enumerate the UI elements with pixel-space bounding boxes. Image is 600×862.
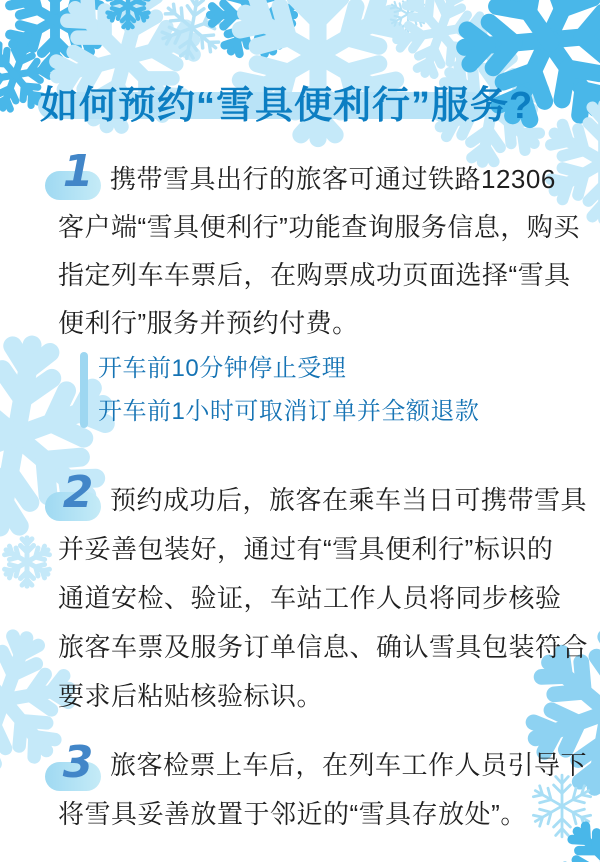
step-2-text-line: 旅客车票及服务订单信息、确认雪具包装符合 [58, 632, 589, 662]
step-1-number: 1 [62, 146, 94, 197]
step-1-text-line: 客户端“雪具便利行”功能查询服务信息，购买 [58, 212, 580, 242]
step-2-text-line: 并妥善包装好，通过有“雪具便利行”标识的 [58, 534, 554, 564]
step-1-text-line: 携带雪具出行的旅客可通过铁路12306 [110, 164, 556, 194]
note-text-line: 开车前1小时可取消订单并全额退款 [98, 398, 480, 425]
snowflake-icon [195, 0, 309, 72]
step-1-text-line: 指定列车车票后，在购票成功页面选择“雪具 [58, 260, 571, 290]
note-accent-bar [80, 352, 88, 428]
step-3-text-line: 旅客检票上车后，在列车工作人员引导下 [110, 750, 588, 780]
step-2-text-line: 预约成功后，旅客在乘车当日可携带雪具 [110, 485, 588, 515]
snowflake-icon [389, 0, 426, 32]
snowflake-icon [553, 807, 600, 862]
step-2-text-line: 要求后粘贴核验标识。 [58, 681, 324, 711]
page-title: 如何预约“雪具便利行”服务? [40, 85, 534, 128]
note-text-line: 开车前10分钟停止受理 [98, 355, 347, 382]
step-3-text-line: 将雪具妥善放置于邻近的“雪具存放处”。 [58, 799, 527, 829]
step-1-text-line: 便利行”服务并预约付费。 [58, 308, 359, 338]
step-2-number: 2 [62, 467, 94, 518]
snowflake-icon [531, 775, 593, 837]
step-2-text-line: 通道安检、验证，车站工作人员将同步核验 [58, 583, 562, 613]
snowflake-icon [6, 0, 103, 68]
snowflake-icon [3, 538, 52, 586]
snowflake-icon [384, 0, 497, 88]
step-3-number: 3 [62, 737, 94, 788]
snowflake-icon [156, 0, 228, 64]
snowflake-icon [106, 0, 150, 28]
